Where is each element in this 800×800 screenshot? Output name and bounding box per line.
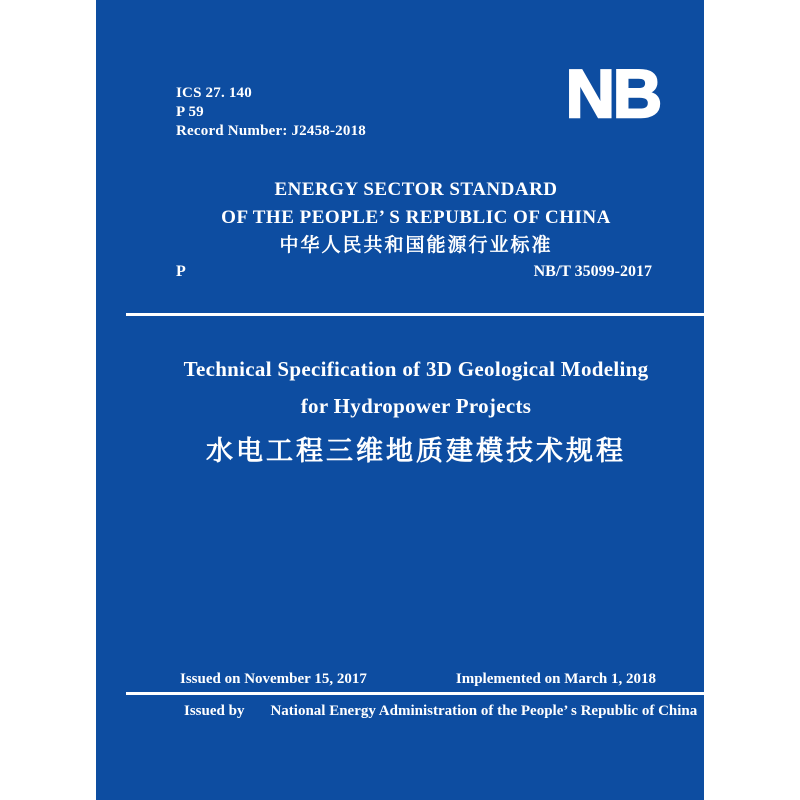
top-divider-line	[126, 313, 704, 316]
title-zh: 水电工程三维地质建模技术规程	[206, 436, 626, 466]
standard-heading-zh: 中华人民共和国能源行业标准	[279, 235, 553, 256]
title-en-line1: Technical Specification of 3D Geological Modeling	[183, 357, 649, 381]
nb-logo: NB	[565, 56, 660, 132]
implemented-date: Implemented on March 1, 2018	[455, 671, 656, 687]
issuer-label: Issued by	[184, 703, 245, 719]
classification-code: P 59	[176, 104, 204, 120]
title-block	[176, 351, 656, 471]
record-number: Record Number: J2458-2018	[176, 123, 366, 139]
standard-heading-en-line2: OF THE PEOPLE’ S REPUBLIC OF CHINA	[221, 207, 611, 228]
code-row	[176, 263, 652, 281]
standard-cover	[96, 0, 704, 800]
dates-row	[180, 671, 656, 688]
classification-letter: P	[176, 263, 186, 280]
classification-block	[176, 84, 366, 141]
ics-code: ICS 27. 140	[176, 85, 252, 101]
standard-heading-en-line1: ENERGY SECTOR STANDARD	[274, 179, 558, 200]
standard-number: NB/T 35099-2017	[533, 263, 652, 280]
title-en-line2: for Hydropower Projects	[300, 394, 532, 418]
bottom-divider-line	[126, 692, 704, 695]
issuer-row	[184, 703, 698, 720]
issued-date: Issued on November 15, 2017	[180, 671, 367, 687]
issuer-value: National Energy Administration of the People’ s Republic of China	[270, 703, 698, 719]
standard-heading	[176, 176, 656, 260]
